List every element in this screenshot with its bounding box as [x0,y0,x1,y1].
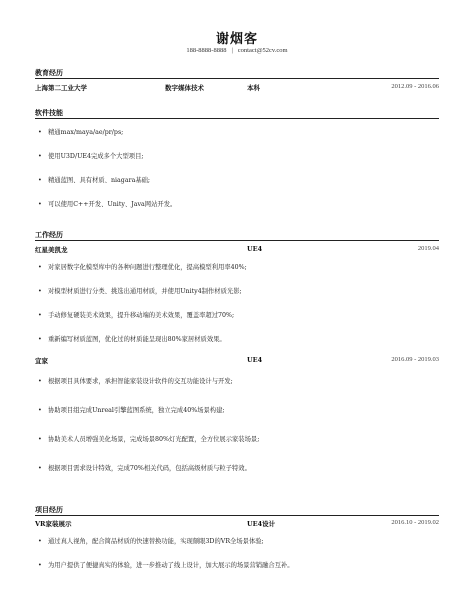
job-bullet: • 对家居数字化模型库中的各种问题进行整理优化，提高模型利用率40%; [38,264,247,271]
education-row [35,83,439,93]
job-bullet: • 根据项目具体要求，承担智能家装设计软件的交互功能设计与开发; [38,378,233,385]
skills-section-title: 软件技能 [35,108,63,117]
company-name: 宜家 [35,357,48,365]
phone-number: 188-8888-8888 [186,47,227,54]
bullet-dot: • [38,288,42,295]
skill-item: • 可以使用C++开发、Unity、Java网站开发。 [38,201,177,208]
job-bullet: • 协助美术人员增强美化场景，完成场景80%灯光配置，全方位展示家装场景; [38,436,260,443]
contact-separator: | [231,47,233,54]
job-row [35,245,439,255]
job-date: 2019.04 [417,245,439,252]
bullet-dot: • [38,378,42,385]
company-name: 红星美凯龙 [35,246,68,254]
projects-section-title: 项目经历 [35,505,63,514]
degree: 本科 [247,84,260,92]
skill-item: • 使用U3D/UE4完成多个大型项目; [38,153,144,160]
job-tool: UE4 [247,245,263,253]
bullet-dot: • [38,407,42,414]
project-date: 2016.10 - 2019.02 [391,519,439,526]
contact-line [0,47,474,54]
bullet-dot: • [38,336,42,343]
bullet-dot: • [38,465,42,472]
bullet-dot: • [38,153,42,160]
project-tool: UE4设计 [247,520,276,528]
job-bullet: • 对模型材质进行分类、挑选出通用材质，并使用Unity4制作材质光影; [38,288,242,295]
email-address: contact@52cv.com [237,47,288,54]
education-divider [35,78,439,79]
job-bullet: • 根据项目需求设计特效，完成70%相关代码，包括高级材质与粒子特效。 [38,465,251,472]
candidate-name: 谢烟客 [215,32,258,47]
major: 数字媒体技术 [165,84,204,92]
bullet-dot: • [38,201,42,208]
job-bullet: • 手动修复硬装美术效果，提升移动端的美术效果，覆盖率超过70%; [38,312,235,319]
projects-divider [35,515,439,516]
bullet-dot: • [38,129,42,136]
work-section-title: 工作经历 [35,230,63,239]
work-divider [35,240,439,241]
education-section-title: 教育经历 [35,68,63,77]
job-row [35,356,439,366]
bullet-dot: • [38,562,42,569]
job-bullet: • 重新编写材质蓝图，优化过的材质能呈现出80%家居材质效果。 [38,336,226,343]
project-name: VR家装展示 [35,520,72,528]
job-bullet: • 协助项目组完成Unreal引擎蓝图系统，独立完成40%场景构建; [38,407,225,414]
bullet-dot: • [38,264,42,271]
education-date: 2012.09 - 2016.06 [391,83,439,90]
bullet-dot: • [38,312,42,319]
job-date: 2016.09 - 2019.03 [391,356,439,363]
school-name: 上海第二工业大学 [35,84,87,92]
job-tool: UE4 [247,356,263,364]
skills-divider [35,118,439,119]
skill-item: • 精通蓝图、具有材质、niagara基础; [38,177,151,184]
project-row [35,519,439,529]
bullet-dot: • [38,538,42,545]
project-bullet: • 为用户提供了便捷真实的体验，进一步推动了线上设计，加大展示的场景营销融合互补。 [38,562,294,569]
bullet-dot: • [38,436,42,443]
skill-item: • 精通max/maya/ae/pr/ps; [38,129,124,136]
bullet-dot: • [38,177,42,184]
project-bullet: • 通过真人视角，配合简品材质的快速替换功能，实现颇眼3D的VR全场景体验; [38,538,264,545]
